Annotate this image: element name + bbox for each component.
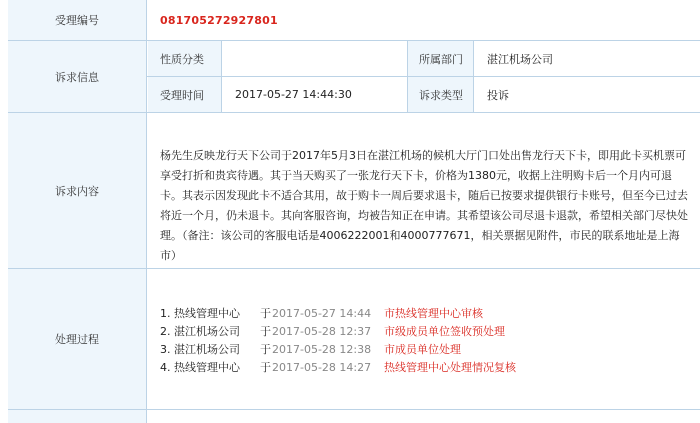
process-label-text: 处理过程 — [55, 333, 99, 346]
step-action: 市热线管理中心审核 — [384, 307, 483, 320]
dept-label — [407, 41, 473, 76]
process-steps — [160, 304, 516, 376]
step-yu: 于 — [260, 361, 271, 374]
step-action: 市级成员单位签收预处理 — [384, 325, 505, 338]
type-label-text: 诉求类型 — [419, 88, 463, 102]
dept-value: 湛江机场公司 — [487, 52, 553, 66]
case-number-label-text: 受理编号 — [55, 14, 99, 27]
time-label-text: 受理时间 — [160, 88, 204, 102]
appeal-content-label-text: 诉求内容 — [55, 184, 99, 198]
appeal-info-label — [8, 41, 147, 112]
step-action: 市成员单位处理 — [384, 343, 461, 356]
step-time: 2017-05-27 14:44 — [272, 306, 372, 320]
nature-label — [148, 41, 221, 76]
appeal-content-label — [8, 113, 147, 268]
step-time: 2017-05-28 12:38 — [272, 342, 372, 356]
step-dept: 1. 热线管理中心 — [160, 307, 240, 320]
nature-label-text: 性质分类 — [160, 52, 204, 66]
step-dept: 4. 热线管理中心 — [160, 361, 240, 374]
step-action: 热线管理中心处理情况复核 — [384, 361, 516, 374]
process-step — [160, 340, 516, 358]
case-number-value: 081705272927801 — [160, 13, 278, 27]
time-label — [148, 77, 221, 112]
step-dept: 3. 湛江机场公司 — [160, 343, 240, 356]
process-step — [160, 322, 516, 340]
dept-label-text: 所属部门 — [419, 52, 463, 66]
time-value: 2017-05-27 14:44:30 — [235, 88, 352, 101]
col-divider — [407, 41, 408, 112]
step-yu: 于 — [260, 307, 271, 320]
nature-value — [221, 41, 407, 76]
process-label — [8, 269, 147, 409]
step-dept: 2. 湛江机场公司 — [160, 325, 240, 338]
next-row-label — [8, 410, 147, 423]
process-step — [160, 358, 516, 376]
appeal-info-label-text: 诉求信息 — [55, 70, 99, 84]
type-value: 投诉 — [487, 88, 509, 102]
col-divider — [221, 41, 222, 112]
case-number-label — [8, 0, 147, 40]
step-yu: 于 — [260, 325, 271, 338]
col-divider — [473, 41, 474, 112]
step-time: 2017-05-28 12:37 — [272, 324, 372, 338]
step-time: 2017-05-28 14:27 — [272, 360, 372, 374]
type-label — [407, 77, 473, 112]
process-step — [160, 304, 516, 322]
appeal-content-text: 杨先生反映龙行天下公司于2017年5月3日在湛江机场的候机大厅门口处出售龙行天下卡，即用此卡买机票可享受打折和贵宾待遇。其于当天购买了一张龙行天下卡，价格为1380元，收据上注明购卡后一个月内可退卡。其表示因发现此卡不适合其用，故于购卡一周后要求退卡，随后已按要求提供银行卡账号，但至今已过去将近一个月，仍未退卡。其向客服咨询，均被告知正在申请。其希望该公司尽退卡退款，希望相关部门尽快处理。（备注：该公司的客服电话是4006222001和4000777671，相关票据见附件，市民的联系地址是上海市） — [160, 149, 688, 262]
step-yu: 于 — [260, 343, 271, 356]
